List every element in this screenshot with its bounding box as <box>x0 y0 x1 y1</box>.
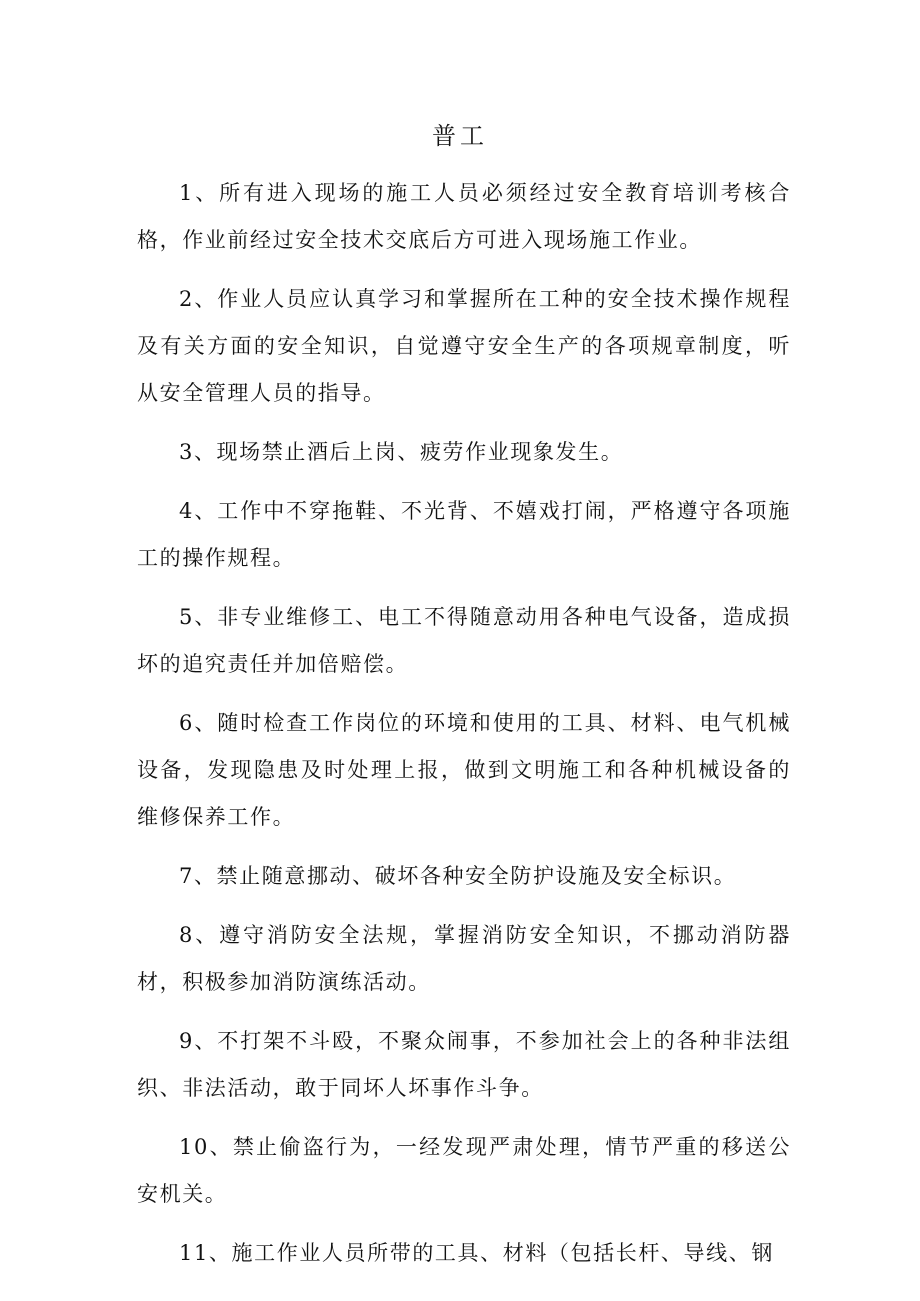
paragraph-8: 8、遵守消防安全法规，掌握消防安全知识，不挪动消防器材，积极参加消防演练活动。 <box>137 923 791 994</box>
paragraph-3: 3、现场禁止酒后上岗、疲劳作业现象发生。 <box>179 440 624 464</box>
paragraph-9: 9、不打架不斗殴，不聚众闹事，不参加社会上的各种非法组织、非法活动，敢于同坏人坏事作斗争。 <box>137 1029 791 1100</box>
paragraph-6: 6、随时检查工作岗位的环境和使用的工具、材料、电气机械设备，发现隐患及时处理上报，做到文明施工和各种机械设备的维修保养工作。 <box>137 711 791 829</box>
paragraph-7: 7、禁止随意挪动、破坏各种安全防护设施及安全标识。 <box>179 864 737 888</box>
document-title: 普工 <box>432 122 488 150</box>
paragraph-4: 4、工作中不穿拖鞋、不光背、不嬉戏打闹，严格遵守各项施工的操作规程。 <box>137 499 791 570</box>
paragraph-5: 5、非专业维修工、电工不得随意动用各种电气设备，造成损坏的追究责任并加倍赔偿。 <box>137 605 791 676</box>
paragraph-1: 1、所有进入现场的施工人员必须经过安全教育培训考核合格，作业前经过安全技术交底后方可进入现场施工作业。 <box>137 181 791 252</box>
paragraph-2: 2、作业人员应认真学习和掌握所在工种的安全技术操作规程及有关方面的安全知识，自觉遵守安全生产的各项规章制度，听从安全管理人员的指导。 <box>137 287 791 405</box>
paragraph-10: 10、禁止偷盗行为，一经发现严肃处理，情节严重的移送公安机关。 <box>137 1135 791 1206</box>
document-body <box>137 170 791 1289</box>
paragraph-11: 11、施工作业人员所带的工具、材料（包括长杆、导线、钢 <box>179 1241 774 1265</box>
